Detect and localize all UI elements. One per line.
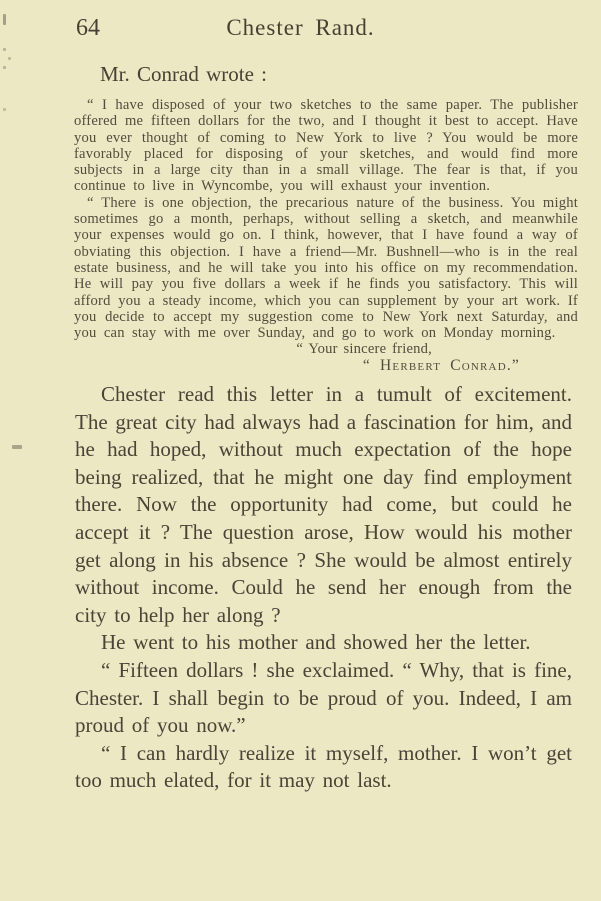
scan-speck — [3, 108, 6, 111]
body-paragraph-1: Chester read this letter in a tumult of excitement. The great city had always had a fascination for him, and he had hoped, without much expectation of the hope being realized, that he might one day find employment there. Now the opportunity had come, but could he accept it ? The question arose, How would his mother get along in his absence ? She would be almost entirely without income. Could he send her enough from the city to help her along ? — [75, 382, 572, 627]
scan-speck — [12, 445, 22, 449]
salutation-line: Mr. Conrad wrote : — [100, 62, 267, 86]
page-header — [0, 0, 601, 45]
scan-speck — [3, 66, 6, 69]
letter-paragraph-2: “ There is one objection, the precarious nature of the business. You might sometimes go a month, perhaps, without selling a sketch, and meanwhile your expenses would go on. I think, however, that I have found a way of obviating this objection. I have a friend—Mr. Bushnell—who is in the real estate business, and he will take you into his office on my recommendation. He will pay you five dollars a week if he finds you satisfactory. This will afford you a steady income, which you can supplement by your art work. If you decide to accept my suggestion come to New York next Saturday, and you can stay with me over Sunday, and go to work on Monday morning. — [74, 194, 578, 342]
running-title: Chester Rand. — [226, 15, 375, 40]
narrative-text — [75, 381, 572, 795]
scan-speck — [8, 57, 11, 60]
body-paragraph-2: He went to his mother and showed her the letter. — [101, 630, 531, 655]
body-paragraph-3: “ Fifteen dollars ! she exclaimed. “ Why, that is fine, Chester. I shall begin to be proud of you. Indeed, I am proud of you now.” — [75, 657, 572, 738]
scan-speck — [3, 48, 6, 51]
page-number: 64 — [76, 15, 100, 41]
letter-paragraph-1: “ I have disposed of your two sketches to the same paper. The publisher offered me fifteen dollars for the two, and I thought it best to accept. Have you ever thought of coming to New York to live ? You would be more favorably placed for disposing of your sketches, and would find more subjects in a large city than in a small village. The fear is that, if you continue to live in Wyncombe, you will exhaust your invention. — [74, 97, 578, 195]
letter-closing: “ Your sincere friend, — [296, 341, 432, 358]
body-paragraph-4: “ I can hardly realize it myself, mother. I won’t get too much elated, for it may not last. — [75, 740, 572, 793]
letter-signature: “ Herbert Conrad.” — [362, 356, 520, 374]
letter-block — [74, 97, 578, 374]
